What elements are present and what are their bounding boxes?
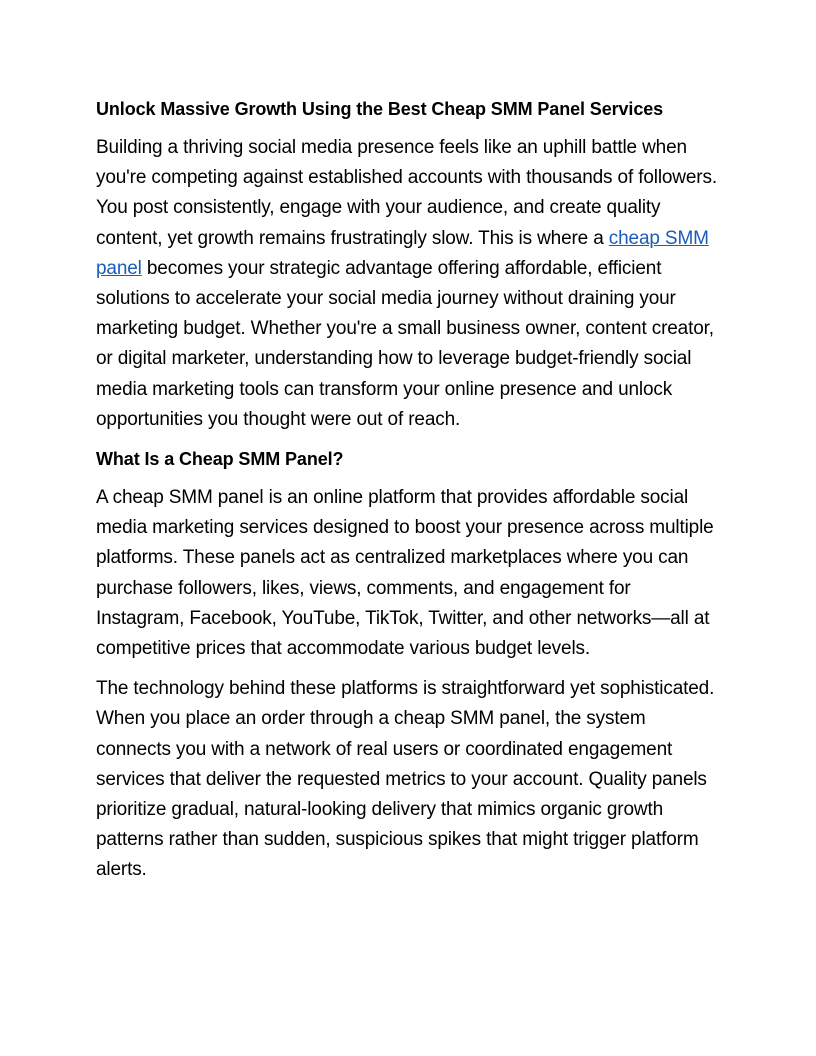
section-heading-what-is: What Is a Cheap SMM Panel? <box>96 449 344 470</box>
document-title: Unlock Massive Growth Using the Best Cheap SMM Panel Services <box>96 99 664 119</box>
section-paragraph-1: A cheap SMM panel is an online platform that provides affordable social media marketing services designed to boost your presence across multiple platforms. These panels act as centralized marketplaces where you can purchase followers, likes, views, comments, and engagement for Instagram, Facebook, YouTube, TikTok, Twitter, and other networks—all at competitive prices that accommodate various budget levels. <box>96 487 714 660</box>
section-paragraph-2: The technology behind these platforms is straightforward yet sophisticated. When you place an order through a cheap SMM panel, the system connects you with a network of real users or coordinated engagement services that deliver the requested metrics to your account. Quality panels prioritize gradual, natural-looking delivery that mimics organic growth patterns rather than sudden, suspicious spikes that might trigger platform alerts. <box>96 678 715 881</box>
cheap-smm-panel-link[interactable]: cheap SMM panel <box>96 227 709 279</box>
document-page <box>96 95 720 896</box>
intro-paragraph <box>96 133 720 435</box>
intro-text-before-link: Building a thriving social media presence feels like an uphill battle when you're competing against established accounts with thousands of followers. You post consistently, engage with your audience, and create quality content, yet growth remains frustratingly slow. This is where a <box>96 137 717 249</box>
intro-text-after-link: becomes your strategic advantage offering affordable, efficient solutions to accelerate your social media journey without draining your marketing budget. Whether you're a small business owner, content creator, or digital marketer, understanding how to leverage budget-friendly social media marketing tools can transform your online presence and unlock opportunities you thought were out of reach. <box>96 257 714 430</box>
